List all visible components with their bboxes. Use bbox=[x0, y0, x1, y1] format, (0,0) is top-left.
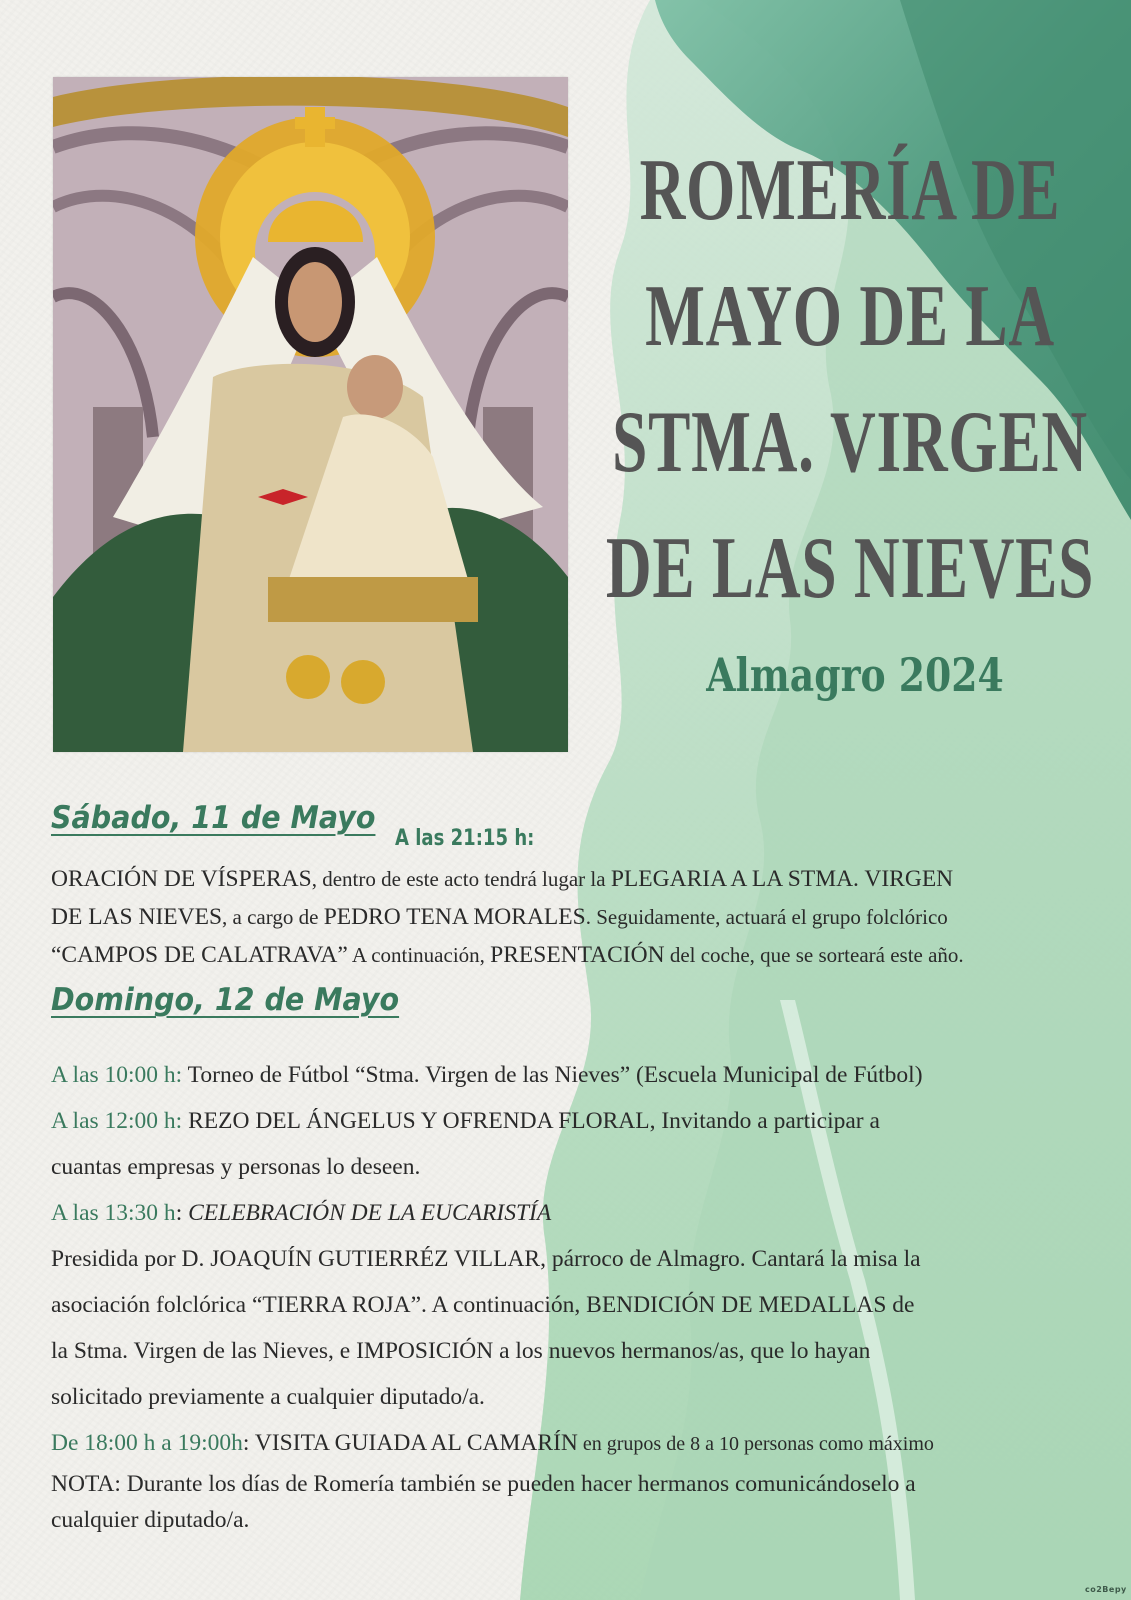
text-segment: , a cargo de bbox=[222, 905, 324, 929]
event-time: A las 10:00 h: bbox=[51, 1062, 183, 1088]
title-line-3: STMA. VIRGEN bbox=[612, 394, 1088, 491]
virgin-statue-photo bbox=[53, 77, 568, 752]
saturday-heading: Sábado, 11 de Mayo bbox=[51, 800, 376, 836]
event-text: , Invitando a participar a bbox=[649, 1108, 880, 1134]
event-time: A las 13:30 h bbox=[51, 1200, 176, 1226]
event-1330 bbox=[51, 1190, 1131, 1236]
text-segment: ORACIÓN DE VÍSPERAS bbox=[51, 866, 312, 892]
event-text: VISITA GUIADA AL CAMARÍN bbox=[249, 1430, 578, 1456]
event-1330-line-1: Presidida por D. JOAQUÍN GUTIERRÉZ VILLAR, párroco de Almagro. Cantará la misa la bbox=[51, 1246, 921, 1272]
event-1200 bbox=[51, 1098, 1131, 1144]
event-colon: : bbox=[175, 1200, 183, 1226]
saturday-description bbox=[51, 860, 1131, 974]
saturday-line-1 bbox=[51, 860, 1131, 898]
event-1200-continuation: cuantas empresas y personas lo deseen. bbox=[51, 1154, 421, 1180]
event-time: A las 12:00 h: bbox=[51, 1108, 183, 1134]
title-line-1: ROMERÍA DE bbox=[639, 142, 1061, 239]
text-segment: . Seguidamente, actuará el grupo folclórico bbox=[585, 905, 948, 929]
text-segment: PLEGARIA A LA STMA. VIRGEN bbox=[610, 866, 954, 892]
event-text: Torneo de Fútbol “Stma. Virgen de las Nieves” (Escuela Municipal de Fútbol) bbox=[182, 1062, 923, 1088]
text-segment: DE LAS NIEVES bbox=[51, 904, 223, 930]
event-1330-line-2: asociación folclórica “TIERRA ROJA”. A continuación, BENDICIÓN DE MEDALLAS de bbox=[51, 1292, 915, 1318]
text-segment: PRESENTACIÓN bbox=[490, 942, 665, 968]
event-1330-line-3: la Stma. Virgen de las Nieves, e IMPOSICIÓN a los nuevos hermanos/as, que lo hayan bbox=[51, 1338, 871, 1364]
text-segment: PEDRO TENA MORALES bbox=[323, 904, 586, 930]
note-line-1: NOTA: Durante los días de Romería también se pueden hacer hermanos comunicándoselo a bbox=[51, 1471, 916, 1497]
note-line-2: cualquier diputado/a. bbox=[51, 1507, 250, 1533]
text-segment: A continuación, bbox=[347, 943, 491, 967]
text-segment: del coche, que se sorteará este año. bbox=[664, 943, 964, 967]
event-1000 bbox=[51, 1052, 1131, 1098]
saturday-line-3 bbox=[51, 936, 1131, 974]
text-segment: , dentro de este acto tendrá lugar la bbox=[311, 867, 611, 891]
text-segment: “CAMPOS DE CALATRAVA” bbox=[51, 942, 348, 968]
note bbox=[51, 1466, 1131, 1538]
title-line-2: MAYO DE LA bbox=[645, 268, 1055, 365]
title-line-4: DE LAS NIEVES bbox=[605, 520, 1095, 617]
event-text: en grupos de 8 a 10 personas como máximo bbox=[577, 1433, 934, 1455]
saturday-line-2 bbox=[51, 898, 1131, 936]
event-colon: : bbox=[242, 1430, 250, 1456]
poster-subtitle: Almagro 2024 bbox=[706, 648, 1004, 702]
event-text: CELEBRACIÓN DE LA EUCARISTÍA bbox=[182, 1200, 552, 1226]
sunday-heading: Domingo, 12 de Mayo bbox=[51, 982, 400, 1018]
sunday-events bbox=[51, 1052, 1131, 1467]
event-text: REZO DEL ÁNGELUS Y OFRENDA FLORAL bbox=[182, 1108, 650, 1134]
watermark: co2Bepy bbox=[1085, 1585, 1127, 1594]
saturday-time: A las 21:15 h: bbox=[395, 826, 535, 851]
event-1800 bbox=[51, 1420, 1131, 1467]
poster-title bbox=[580, 128, 1120, 632]
event-time: De 18:00 h a 19:00h bbox=[51, 1430, 243, 1456]
event-1330-line-4: solicitado previamente a cualquier diputado/a. bbox=[51, 1384, 485, 1410]
